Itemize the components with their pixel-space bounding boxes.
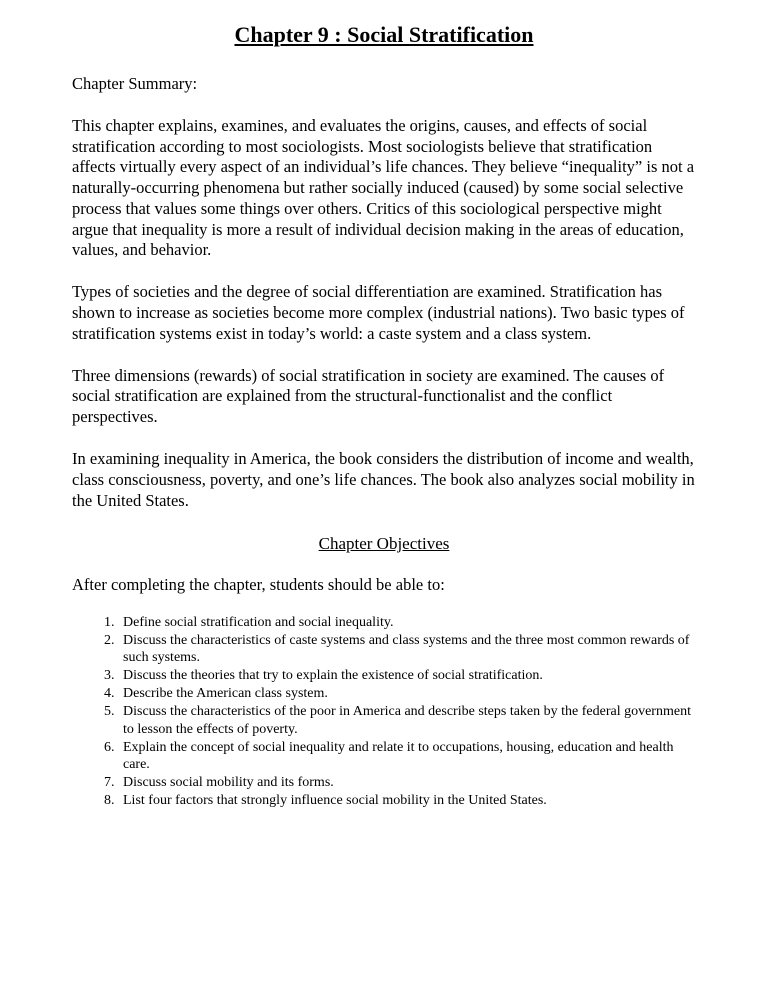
objective-item-5: 5. Discuss the characteristics of the poor in America and describe steps taken by the federal government to lesson the effects of poverty. [118, 703, 696, 737]
objectives-heading [72, 534, 696, 554]
page-title [72, 22, 696, 48]
objective-item-2: 2. Discuss the characteristics of caste systems and class systems and the three most common rewards of such systems. [118, 632, 696, 666]
objective-item-3: 3. Discuss the theories that try to explain the existence of social stratification. [118, 667, 696, 684]
page-title-text: Chapter 9 : Social Stratification [234, 22, 534, 47]
objective-item-4: 4. Describe the American class system. [118, 685, 696, 702]
summary-paragraph-3: Three dimensions (rewards) of social stratification in society are examined. The causes of social stratification are explained from the structural-functionalist and the conflict perspectives. [72, 365, 665, 427]
objectives-heading-text: Chapter Objectives [318, 534, 450, 554]
objective-item-8: 8. List four factors that strongly influence social mobility in the United States. [118, 792, 696, 809]
objective-item-6: 6. Explain the concept of social inequality and relate it to occupations, housing, education and health care. [118, 739, 696, 773]
summary-label: Chapter Summary: [72, 74, 198, 93]
summary-paragraph-1: This chapter explains, examines, and evaluates the origins, causes, and effects of social stratification according to most sociologists. Most sociologists believe that stratification affects virtually every aspect of an individual’s life chances. They believe “inequality” is not a naturally-occurring phenomena but rather socially induced (caused) by some social selective process that values some things over others. Critics of this sociological perspective might argue that inequality is more a result of individual decision making in the areas of education, values, and behavior. [72, 115, 695, 260]
objectives-intro: After completing the chapter, students should be able to: [72, 575, 445, 595]
summary-paragraph-4: In examining inequality in America, the book considers the distribution of income and wealth, class consciousness, poverty, and one’s life chances. The book also analyzes social mobility in the United States. [72, 448, 695, 510]
objectives-list [72, 614, 696, 809]
objective-item-7: 7. Discuss social mobility and its forms. [118, 774, 696, 791]
summary-paragraph-2: Types of societies and the degree of social differentiation are examined. Stratification has shown to increase as societies become more complex (industrial nations). Two basic types of stratification systems exist in today’s world: a caste system and a class system. [72, 282, 685, 343]
objective-item-1: 1. Define social stratification and social inequality. [118, 614, 696, 631]
